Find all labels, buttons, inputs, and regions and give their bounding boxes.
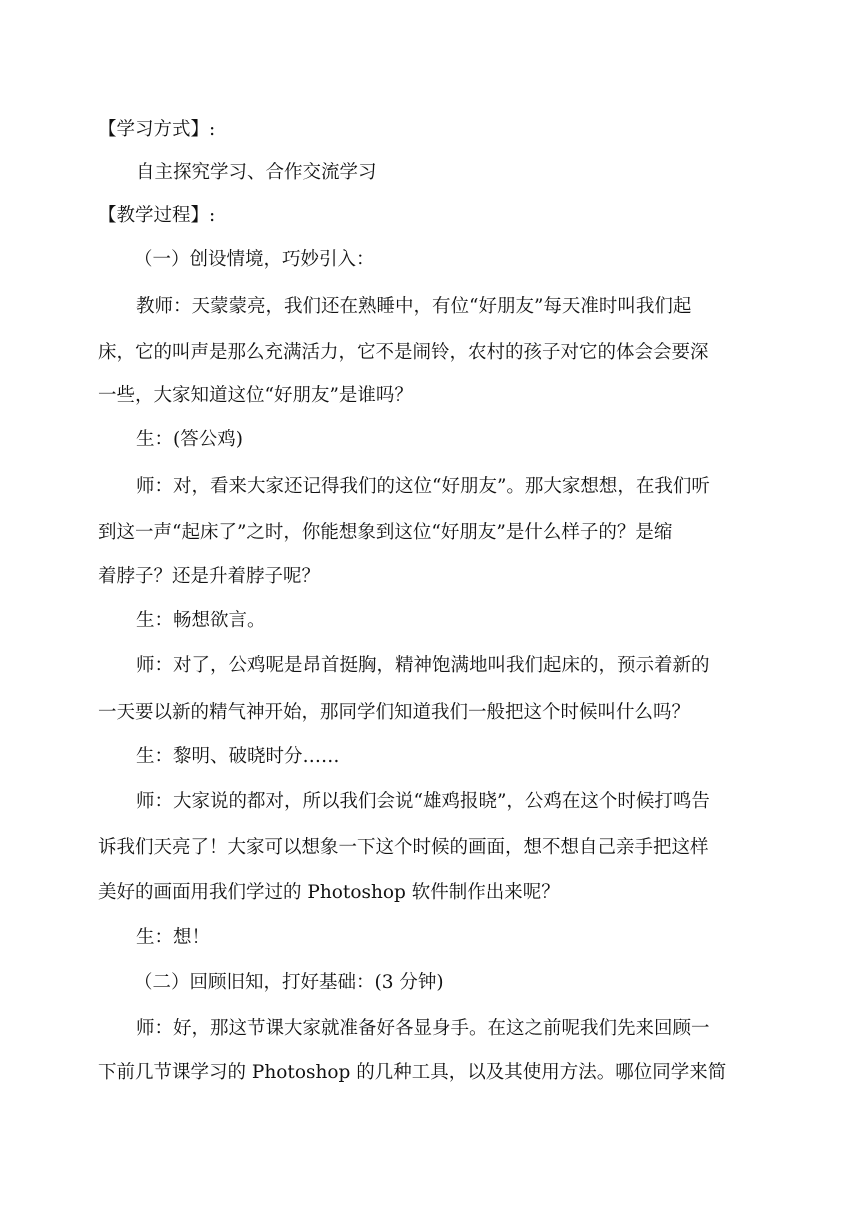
section-heading-teaching-process: 【教学过程】: <box>98 205 216 226</box>
paragraph-line: 床，它的叫声是那么充满活力，它不是闹铃，农村的孩子对它的体会会要深 <box>98 342 709 363</box>
paragraph-line: 下前几节课学习的 Photoshop 的几种工具，以及其使用方法。哪位同学来简 <box>98 1062 727 1083</box>
paragraph-line: 教师：天蒙蒙亮，我们还在熟睡中，有位“好朋友”每天准时叫我们起 <box>136 296 692 317</box>
paragraph-line: 师：对了，公鸡呢是昂首挺胸，精神饱满地叫我们起床的，预示着新的 <box>136 655 710 676</box>
paragraph-line: 一些，大家知道这位“好朋友”是谁吗？ <box>98 385 413 406</box>
paragraph-line: 到这一声“起床了”之时，你能想象到这位“好朋友”是什么样子的？是缩 <box>98 522 673 543</box>
paragraph-line: 师：对，看来大家还记得我们的这位“好朋友”。那大家想想，在我们听 <box>136 476 710 497</box>
paragraph-line: 着脖子？还是升着脖子呢？ <box>98 566 321 587</box>
paragraph-line: 一天要以新的精气神开始，那同学们知道我们一般把这个时候叫什么吗？ <box>98 702 691 723</box>
subsection-heading-1: （一）创设情境，巧妙引入： <box>134 249 375 270</box>
paragraph-line: 生：黎明、破晓时分…… <box>136 746 340 767</box>
paragraph-line: 生：(答公鸡) <box>136 429 243 450</box>
paragraph-line: 美好的画面用我们学过的 Photoshop 软件制作出来呢？ <box>98 882 560 903</box>
section-heading-learning-method: 【学习方式】: <box>98 119 216 140</box>
paragraph-line: 诉我们天亮了！大家可以想象一下这个时候的画面，想不想自己亲手把这样 <box>98 837 709 858</box>
paragraph-line: 生：畅想欲言。 <box>136 610 266 631</box>
paragraph-line: 师：好，那这节课大家就准备好各显身手。在这之前呢我们先来回顾一 <box>136 1018 710 1039</box>
learning-method-text: 自主探究学习、合作交流学习 <box>136 162 377 183</box>
subsection-heading-2: （二）回顾旧知，打好基础：(3 分钟) <box>134 972 444 993</box>
paragraph-line: 生：想！ <box>136 927 211 948</box>
paragraph-line: 师：大家说的都对，所以我们会说“雄鸡报晓”，公鸡在这个时候打鸣告 <box>136 791 710 812</box>
